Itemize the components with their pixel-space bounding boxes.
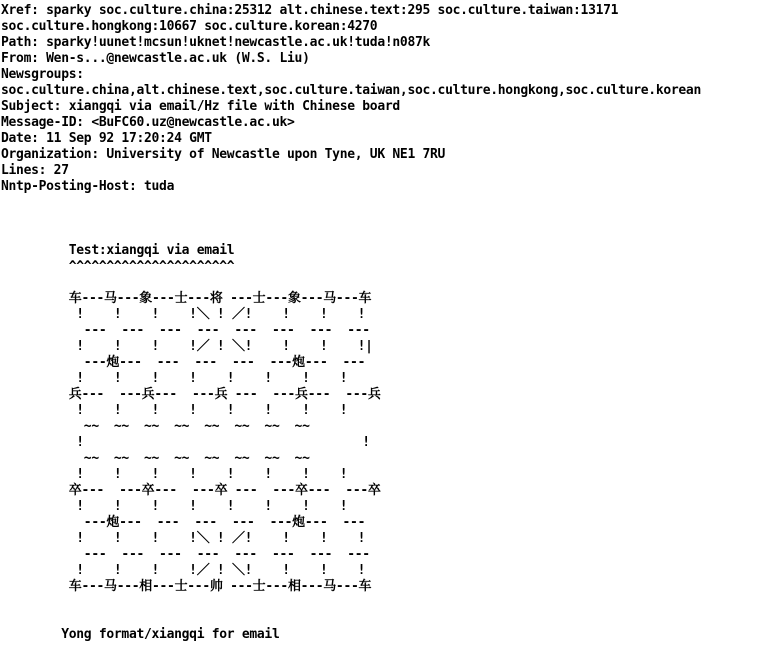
board-connector: ! ! ! !／ ! ＼! ! ! !|	[1, 339, 373, 354]
xref-header: Xref: sparky soc.culture.china:25312 alt.chinese.text:295 soc.culture.taiwan:13171	[1, 3, 619, 18]
lines-header: Lines: 27	[1, 163, 69, 178]
board-row: --- --- --- --- --- --- --- ---	[1, 547, 370, 562]
board-river: ~~ ~~ ~~ ~~ ~~ ~~ ~~ ~~	[1, 451, 310, 466]
board-connector: ! ! ! !＼ ! ／! ! ! !	[1, 531, 366, 546]
newsgroups-list: soc.culture.china,alt.chinese.text,soc.culture.taiwan,soc.culture.hongkong,soc.culture.korean	[1, 83, 701, 98]
board-connector: ! ! ! ! ! ! ! !	[1, 371, 348, 386]
nntp-host-header: Nntp-Posting-Host: tuda	[1, 179, 175, 194]
title-underline: ^^^^^^^^^^^^^^^^^^^^^^	[1, 259, 235, 274]
board-row-top-pawns: 兵--- ---兵--- ---兵 --- ---兵--- ---兵	[1, 387, 381, 402]
board-connector: ! ! ! !＼ ! ／! ! ! !	[1, 307, 366, 322]
xref-header-cont: soc.culture.hongkong:10667 soc.culture.korean:4270	[1, 19, 378, 34]
board-river: ~~ ~~ ~~ ~~ ~~ ~~ ~~ ~~	[1, 419, 310, 434]
from-header: From: Wen-s...@newcastle.ac.uk (W.S. Liu)	[1, 51, 310, 66]
board-connector: ! ! ! !／ ! ＼! ! ! !	[1, 563, 366, 578]
board-connector: ! ! ! ! ! ! ! !	[1, 403, 348, 418]
board-row-bottom-cannons: ---炮--- --- --- --- ---炮--- ---	[1, 515, 366, 530]
subject-header: Subject: xiangqi via email/Hz file with Chinese board	[1, 99, 400, 114]
organization-header: Organization: University of Newcastle upon Tyne, UK NE1 7RU	[1, 147, 446, 162]
board-row-bottom-back: 车---马---相---士---帅 ---士---相---马---车	[1, 579, 372, 594]
board-river-edge: ! !	[1, 435, 370, 450]
board-row-top-cannons: ---炮--- --- --- --- ---炮--- ---	[1, 355, 366, 370]
path-header: Path: sparky!uunet!mcsun!uknet!newcastle.ac.uk!tuda!n087k	[1, 35, 431, 50]
board-connector: ! ! ! ! ! ! ! !	[1, 499, 348, 514]
newsgroups-header: Newsgroups:	[1, 67, 84, 82]
board-row-top-back: 车---马---象---士---将 ---士---象---马---车	[1, 291, 372, 306]
date-header: Date: 11 Sep 92 17:20:24 GMT	[1, 131, 212, 146]
board-connector: ! ! ! ! ! ! ! !	[1, 467, 348, 482]
body-title: Test:xiangqi via email	[1, 243, 235, 258]
footer-note: Yong format/xiangqi for email	[1, 627, 280, 642]
message-id-header: Message-ID: <BuFC60.uz@newcastle.ac.uk>	[1, 115, 295, 130]
board-row: --- --- --- --- --- --- --- ---	[1, 323, 370, 338]
board-row-bottom-pawns: 卒--- ---卒--- ---卒 --- ---卒--- ---卒	[1, 483, 381, 498]
